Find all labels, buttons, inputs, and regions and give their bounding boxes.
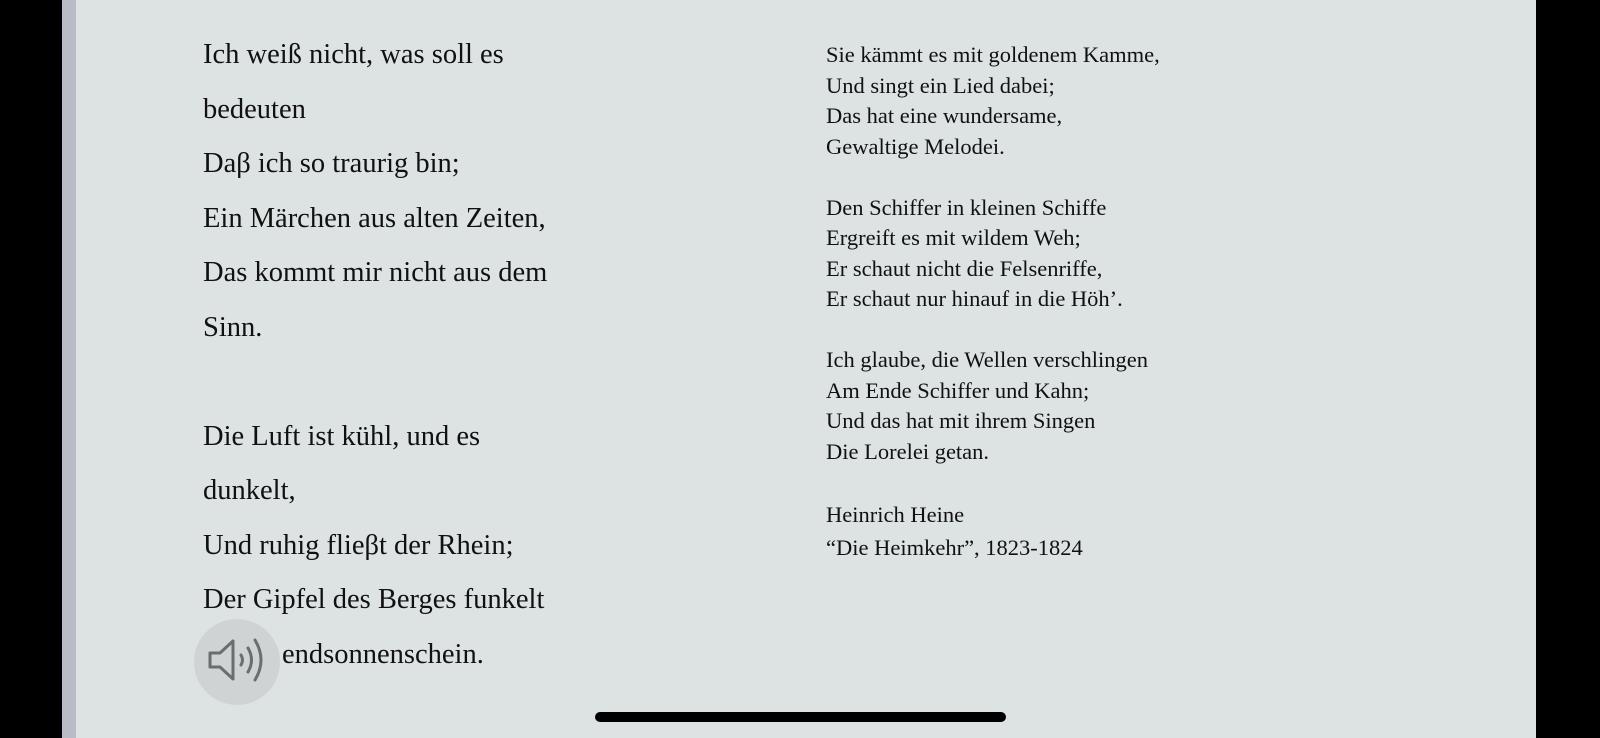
poem-line: Die Luft ist kühl, und es — [203, 420, 481, 452]
poem-line: Das hat eine wundersame, — [826, 103, 1063, 128]
poem-line: endsonnenschein. — [282, 638, 484, 670]
stanza-gap — [826, 467, 1346, 498]
poem-line: Und ruhig flieβt der Rhein; — [203, 529, 514, 561]
poem-line: Den Schiffer in kleinen Schiffe — [826, 194, 1107, 220]
poem-line: Der Gipfel des Berges funkelt — [203, 584, 545, 615]
poem-line: Ich weiß nicht, was soll es — [203, 39, 504, 70]
poem-line: Sinn. — [203, 311, 263, 343]
poem-line: Er schaut nicht die Felsenriffe, — [826, 255, 1103, 281]
home-indicator[interactable] — [595, 712, 1006, 722]
stanza-gap — [826, 315, 1346, 346]
poem-line: Er schaut nur hinauf in die Höh’. — [826, 286, 1123, 311]
poem-line: Und singt ein Lied dabei; — [826, 72, 1055, 98]
speaker-icon — [206, 634, 268, 691]
book-page — [76, 0, 1536, 738]
poem-line: dunkelt, — [203, 475, 296, 506]
poem-line: Und das hat mit ihrem Singen — [826, 408, 1096, 433]
poem-line: Die Lorelei getan. — [826, 438, 990, 464]
poem-line: Daβ ich so traurig bin; — [203, 148, 460, 179]
poem-column-right — [826, 40, 1346, 564]
poem-line: Ergreift es mit wildem Weh; — [826, 225, 1081, 250]
poem-line: Das kommt mir nicht aus dem — [203, 257, 548, 288]
stanza-gap — [203, 355, 623, 410]
poem-source: “Die Heimkehr”, 1823-1824 — [826, 534, 1083, 560]
poem-author: Heinrich Heine — [826, 501, 965, 527]
stanza-gap — [826, 162, 1346, 193]
previous-page-edge[interactable] — [62, 0, 76, 738]
read-aloud-button[interactable] — [194, 619, 280, 705]
poem-line: Sie kämmt es mit goldenem Kamme, — [826, 42, 1160, 67]
poem-line: Ich glaube, die Wellen verschlingen — [826, 347, 1149, 372]
poem-column-left — [203, 28, 623, 682]
poem-line: Ein Märchen aus alten Zeiten, — [203, 202, 546, 234]
poem-line: Gewaltige Melodei. — [826, 133, 1005, 159]
poem-line: Am Ende Schiffer und Kahn; — [826, 377, 1090, 403]
poem-line: bedeuten — [203, 93, 306, 125]
